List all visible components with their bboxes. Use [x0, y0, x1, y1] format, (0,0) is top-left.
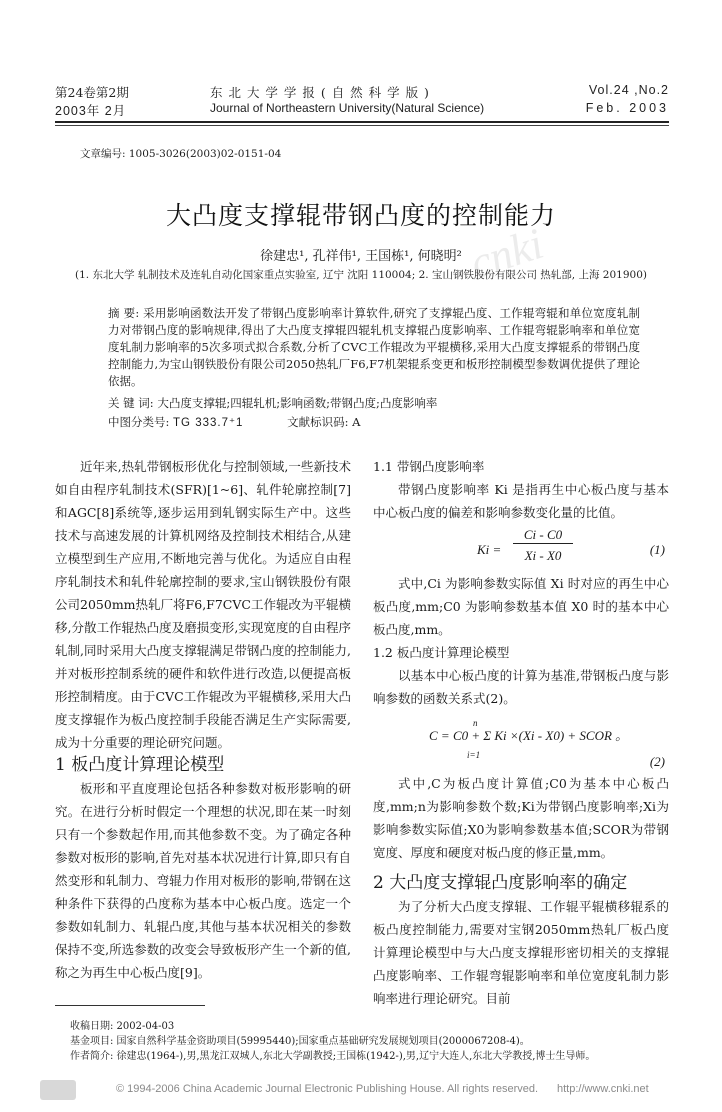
footnote — [70, 1019, 670, 1064]
keywords — [108, 395, 640, 411]
watermark: cnki — [464, 218, 550, 289]
right-column — [373, 455, 669, 1010]
clc-code: TG 333.7⁺1 — [173, 417, 244, 429]
keywords-label: 关 键 词: — [108, 396, 154, 410]
intro-paragraph: 近年来,热轧带钢板形优化与控制领域,一些新技术如自由程序轧制技术(SFR)[1~6]、轧件轮廓控制[7]和AGC[8]系统等,逐步运用到轧钢实际生产中。这些技术与高速发展的计算机网络及控制技术相结合,从建立模型到生产应用,不断地完善与优化。为适应自由程序轧制技术和轧件轮廓控制的要求,宝山钢铁股份有限公司2050mm热轧厂将F6,F7CVC工作辊改为平辊横移,分散工作辊热凸度及磨损变形,实现宽度的自由程序轧制,同时采用大凸度支撑辊满足带钢凸度的控制能力,并对板形控制系统的硬件和软件进行改造,以便提高板形控制精度。由于CVC工作辊改为平辊横移,采用大凸度支撑辊作为板凸度控制手段能否满足生产实际需要,成为十分重要的理论研究问题。 — [55, 459, 351, 750]
section-2-paragraph: 为了分析大凸度支撑辊、工作辊平辊横移辊系的板凸度控制能力,需要对宝钢2050mm热轧厂板凸度计算理论模型中与大凸度支撑辊形密切相关的支撑辊凸度影响率、工作辊弯辊影响率和单位宽度轧制力影响率进行理论研究。目前 — [373, 899, 669, 1006]
formula-1-lhs: Ki = — [477, 542, 502, 557]
section-1-paragraph: 板形和平直度理论包括各种参数对板形影响的研究。在进行分析时假定一个理想的状况,即在某一时刻只有一个参数起作用,而其他参数不变。为了确定各种参数对板形的影响,首先对基本状况进行计算,即只有自然变形和轧制力、弯辊力作用对板形的影响,带钢在这种条件下获得的凸度称为基本中心板凸度。选定一个参数如轧制力、轧辊凸度,其他与基本状况相关的参数保持不变,所选参数的改变会导致板形产生一个新的值,称之为再生中心板凸度[9]。 — [55, 781, 351, 980]
date-en: Feb. 2003 — [585, 101, 669, 115]
left-column — [55, 455, 351, 984]
volume-en: Vol.24 ,No.2 — [588, 83, 669, 97]
doc-code: A — [352, 415, 361, 429]
formula-1-denominator: Xi - X0 — [524, 548, 562, 563]
copyright-text: © 1994-2006 China Academic Journal Electronic Publishing House. All rights reserved. — [116, 1083, 539, 1095]
copyright-bar — [0, 1079, 722, 1105]
abstract — [108, 305, 640, 390]
footnote-rule — [55, 1005, 205, 1006]
formula-1 — [373, 524, 669, 572]
journal-name-en: Journal of Northeastern University(Natural Science) — [210, 101, 485, 115]
clc-label: 中图分类号: — [108, 415, 170, 429]
date-cn: 2003年 2月 — [55, 104, 127, 118]
subsection-1-2-paragraph: 以基本中心板凸度的计算为基准,带钢板凸度与影响参数的函数关系式(2)。 — [373, 668, 669, 706]
abstract-label: 摘 要: — [108, 306, 140, 320]
subsection-1-1-explanation: 式中,Ci 为影响参数实际值 Xi 时对应的再生中心板凸度,mm;C0 为影响参数基本值 X0 时的基本中心板凸度,mm。 — [373, 576, 669, 637]
journal-name-cn: 东 北 大 学 学 报 ( 自 然 科 学 版 ) — [210, 85, 430, 100]
abstract-text: 采用影响函数法开发了带钢凸度影响率计算软件,研究了支撑辊凸度、工作辊弯辊和单位宽度轧制力对带钢凸度的影响规律,得出了大凸度支撑辊四辊轧机支撑辊凸度影响率、工作辊弯辊影响率和单位宽度轧制力影响率的5次多项式拟合系数,分析了CVC工作辊改为平辊横移,采用大凸度支撑辊系的带钢凸度控制能力,为宝山钢铁股份有限公司2050热轧厂F6,F7机架辊系变更和板形控制模型参数调优提供了理论依据。 — [108, 306, 641, 388]
formula-2-sum-bottom: i=1 — [467, 750, 481, 760]
authors: 徐建忠¹, 孔祥伟¹, 王国栋¹, 何晓明² — [260, 249, 462, 264]
subsection-1-1-paragraph: 带钢凸度影响率 Ki 是指再生中心板凸度与基本中心板凸度的偏差和影响参数变化量的比值。 — [373, 482, 669, 520]
volume-cn: 第24卷第2期 — [55, 85, 129, 100]
affiliation: (1. 东北大学 轧制技术及连轧自动化国家重点实验室, 辽宁 沈阳 110004; 2. 宝山钢铁股份有限公司 热轧部, 上海 201900) — [75, 269, 647, 281]
classification — [108, 414, 640, 430]
cnki-link[interactable]: http://www.cnki.net — [557, 1083, 649, 1095]
formula-2-number: (2) — [649, 754, 665, 769]
formula-2 — [373, 710, 669, 772]
doc-label: 文献标识码: — [287, 415, 349, 429]
received-date: 收稿日期: 2002-04-03 — [70, 1021, 175, 1032]
formula-1-numerator: Ci - C0 — [513, 526, 573, 544]
header-rule-thin — [55, 125, 669, 126]
fund-info: 基金项目: 国家自然科学基金资助项目(59995440);国家重点基础研究发展规划项目(2000067208-4)。 — [70, 1036, 530, 1047]
formula-1-number: (1) — [649, 542, 665, 557]
subsection-1-2-heading: 1.2 板凸度计算理论模型 — [373, 645, 510, 660]
subsection-1-2-explanation: 式中,C为板凸度计算值;C0为基本中心板凸度,mm;n为影响参数个数;Ki为带钢凸度影响率;Xi为影响参数实际值;X0为影响参数基本值;SCOR为带钢宽度、厚度和硬度对板凸度的修正量,mm。 — [373, 776, 669, 860]
section-2-heading: 2 大凸度支撑辊凸度影响率的确定 — [373, 873, 628, 893]
article-number: 文章编号: 1005-3026(2003)02-0151-04 — [80, 148, 282, 160]
formula-2-sum-top: n — [473, 718, 478, 728]
section-1-heading: 1 板凸度计算理论模型 — [55, 755, 225, 775]
formula-2-body: C = C0 + Σ Ki ×(Xi - X0) + SCOR 。 — [429, 728, 629, 743]
subsection-1-1-heading: 1.1 带钢凸度影响率 — [373, 459, 485, 474]
author-bio: 作者简介: 徐建忠(1964-),男,黑龙江双城人,东北大学副教授;王国栋(1942-),男,辽宁大连人,东北大学教授,博士生导师。 — [70, 1051, 596, 1062]
header-rule — [55, 121, 669, 123]
keywords-text: 大凸度支撑辊;四辊轧机;影响函数;带钢凸度;凸度影响率 — [157, 396, 438, 410]
cnki-logo-icon — [40, 1080, 76, 1100]
paper-title: 大凸度支撑辊带钢凸度的控制能力 — [165, 201, 556, 230]
